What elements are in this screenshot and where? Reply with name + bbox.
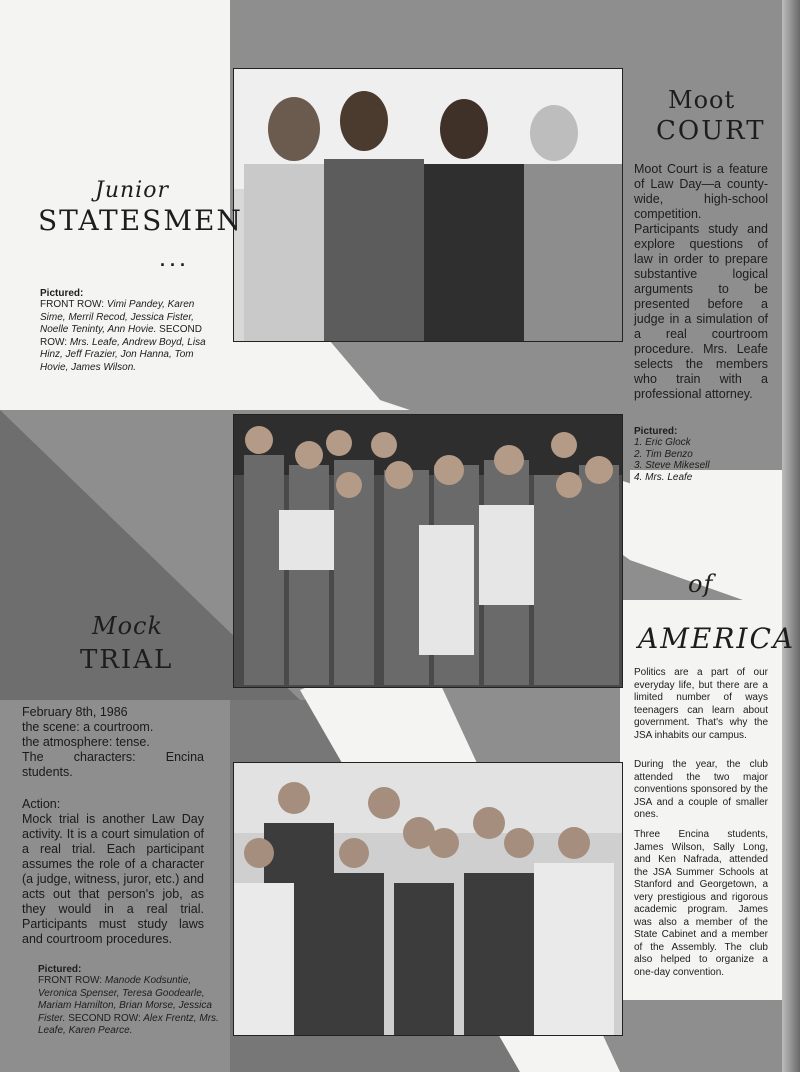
moot-court-body: Moot Court is a feature of Law Day—a county-wide, high-school competition. Participants study and explore questions of law in order to prepare substantive logical arguments to be presented before a judge in a simulation of a real courtroom procedure. Mrs. Leafe selects the members who train with a professional attorney. — [634, 162, 768, 401]
junior-statesmen-caption — [40, 288, 220, 374]
junior-statesmen-ellipsis: . . . — [160, 250, 186, 270]
moot-court-name-1: 1. Eric Glock — [634, 437, 691, 448]
moot-court-title-line1: Moot — [668, 86, 736, 114]
junior-statesmen-title-line1: Junior — [95, 178, 169, 203]
moot-court-caption — [634, 426, 764, 483]
moot-court-name-3: 3. Steve Mikesell — [634, 460, 710, 471]
mock-trial-action-body: Mock trial is another Law Day activity. It is a court simulation of a real trial. Each participant assumes the role of a character (a judge, witness, juror, etc.) and acts out that person's job, as they would in a real trial. Participants must study laws and courtroom procedures. — [22, 812, 204, 946]
mock-trial-front-row-names: Manode Kodsuntie, Veronica Spenser, Teresa Goodearle, Mariam Hamilton, Brian Morse, Jessica Fister. — [38, 975, 212, 1024]
junior-statesmen-front-row-names: Vimi Pandey, Karen Sime, Merril Recod, Jessica Fister, Noelle Teninty, Ann Hovie. — [40, 299, 195, 335]
mock-trial-intro-line-2: the scene: a courtroom. — [22, 720, 154, 734]
america-title: AMERICA — [638, 622, 796, 655]
of-title: of — [688, 570, 714, 598]
moot-court-title-line2: COURT — [656, 116, 766, 146]
of-america-para-1: Politics are a part of our everyday life, but there are a limited number of ways teenagers can learn about government. That's why the JSA inhabits our campus. — [634, 667, 768, 741]
photo-moot-court-image — [234, 69, 622, 341]
photo-moot-court — [233, 68, 623, 342]
photo-mock-trial-image — [234, 763, 622, 1035]
mock-trial-action-label: Action: — [22, 797, 61, 811]
mock-trial-intro-line-3: the atmosphere: tense. — [22, 735, 150, 749]
mock-trial-intro-line-1: February 8th, 1986 — [22, 705, 128, 719]
mock-trial-second-row-names: Alex Frentz, Mrs. Leafe, Karen Pearce. — [38, 1012, 219, 1036]
junior-statesmen-front-row-label: FRONT ROW: — [40, 299, 105, 310]
page-binding-edge — [782, 0, 800, 1072]
moot-court-name-2: 2. Tim Benzo — [634, 448, 693, 460]
of-america-para-2: During the year, the club attended the two major conventions sponsored by the JSA and a couple of smaller ones. — [634, 759, 768, 820]
junior-statesmen-second-row-names: Mrs. Leafe, Andrew Boyd, Lisa Hinz, Jeff Frazier, Jon Hanna, Tom Hovie, James Wilson. — [40, 336, 206, 373]
photo-junior-statesmen — [233, 414, 623, 688]
mock-trial-pictured-label: Pictured: — [38, 964, 82, 975]
mock-trial-intro — [22, 705, 204, 780]
mock-trial-front-row-label: FRONT ROW: — [38, 975, 103, 986]
of-america-para-3: Three Encina students, James Wilson, Sally Long, and Ken Nafrada, attended the JSA Summer Schools at Stanford and Georgetown, a very prestigious and rigorous academic program. James was also a member of the State Cabinet and a member of the Assembly. The club also helped to organize a one-day convention. — [634, 829, 768, 978]
junior-statesmen-title-line2: STATESMEN — [38, 204, 243, 237]
photo-mock-trial — [233, 762, 623, 1036]
junior-statesmen-pictured-label: Pictured: — [40, 288, 84, 299]
mock-trial-second-row-label: SECOND ROW: — [68, 1012, 141, 1024]
mock-trial-intro-line-4: The characters: Encina students. — [22, 750, 204, 779]
mock-trial-caption — [38, 964, 220, 1038]
junior-statesmen-second-row-label: SECOND ROW: — [40, 324, 202, 348]
moot-court-pictured-label: Pictured: — [634, 426, 678, 437]
moot-court-name-4: 4. Mrs. Leafe — [634, 471, 693, 483]
mock-trial-title-line2: TRIAL — [80, 645, 174, 675]
mock-trial-title-line1: Mock — [92, 612, 164, 640]
photo-junior-statesmen-image — [234, 415, 622, 687]
